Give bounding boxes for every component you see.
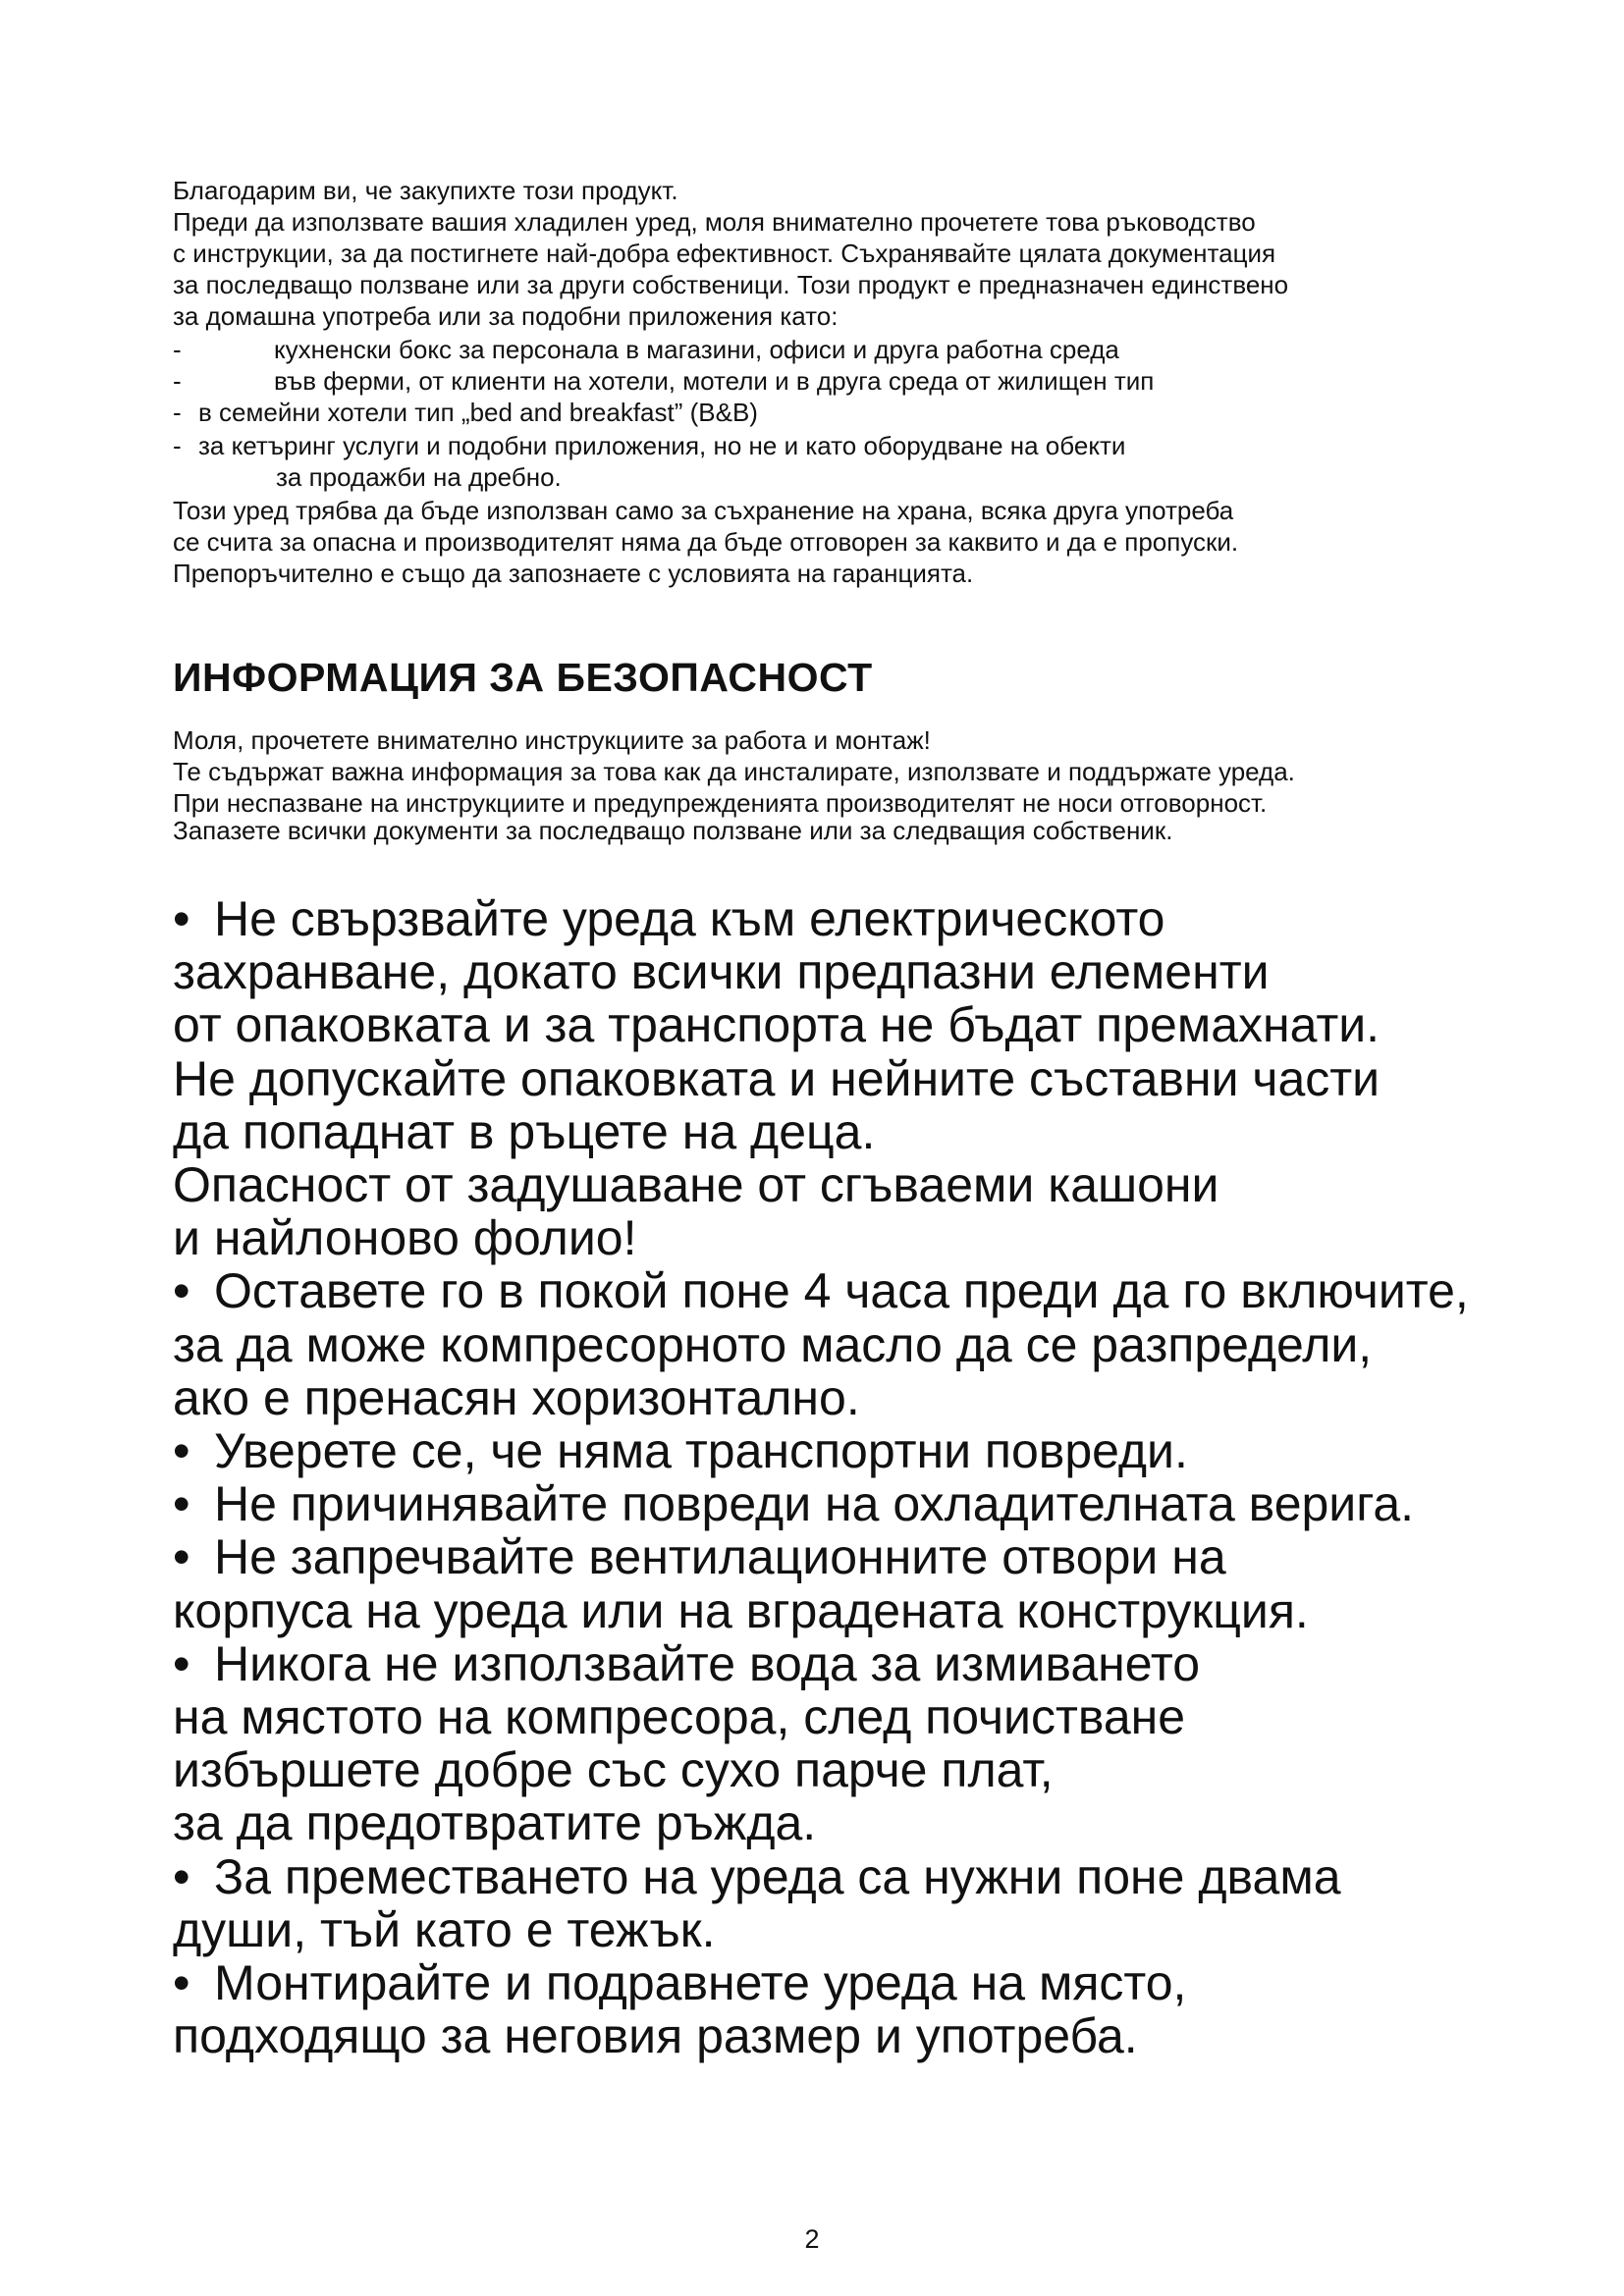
bullet-item xyxy=(173,1531,1226,1582)
intro-closing-line: Препоръчително е също да запознаете с условията на гаранцията. xyxy=(173,559,974,588)
safety-line: Запазете всички документи за последващо ползване или за следващия собственик. xyxy=(173,816,1173,845)
bullet-text: корпуса на уреда или на вградената конструкция. xyxy=(173,1583,1309,1638)
bullet-item xyxy=(173,1638,1200,1689)
bullet-text: Никога не използвайте вода за измиването xyxy=(214,1636,1201,1691)
bullet-text: подходящо за неговия размер и употреба. xyxy=(173,2008,1138,2063)
bullet-item-continuation xyxy=(173,2010,1138,2061)
bullet-item-continuation xyxy=(173,1212,637,1263)
intro-line: Благодарим ви, че закупихте този продукт. xyxy=(173,176,678,205)
list-item: кухненски бокс за персонала в магазини, офиси и друга работна среда xyxy=(274,335,1119,364)
bullet-item-continuation xyxy=(173,1744,1054,1795)
list-marker: - xyxy=(173,335,182,364)
bullet-text: души, тъй като е тежък. xyxy=(173,1902,716,1957)
bullet-text: и найлоново фолио! xyxy=(173,1210,637,1265)
bullet-text: за да предотвратите ръжда. xyxy=(173,1795,817,1850)
bullet-item-continuation xyxy=(173,1106,875,1157)
bullet-text: за да може компресорното масло да се разпредели, xyxy=(173,1317,1373,1372)
bullet-icon: • xyxy=(173,1423,190,1478)
safety-line: При неспазване на инструкциите и предупрежденията производителят не носи отговорност. xyxy=(173,788,1268,818)
bullet-item-continuation xyxy=(173,1904,716,1955)
bullet-text: Не допускайте опаковката и нейните съставни части xyxy=(173,1051,1380,1106)
bullet-icon: • xyxy=(173,1955,190,2010)
list-item: във ферми, от клиенти на хотели, мотели и в друга среда от жилищен тип xyxy=(274,366,1155,396)
bullet-text: Уверете се, че няма транспортни повреди. xyxy=(214,1423,1188,1478)
bullet-item-continuation xyxy=(173,1797,816,1848)
list-marker: - xyxy=(173,431,182,460)
bullet-item-continuation xyxy=(173,1053,1380,1104)
bullet-text: от опаковката и за транспорта не бъдат премахнати. xyxy=(173,997,1380,1052)
bullet-text: ако е пренасян хоризонтално. xyxy=(173,1370,860,1425)
bullet-item-continuation xyxy=(173,1691,1185,1742)
safety-line: Те съдържат важна информация за това как да инсталирате, използвате и поддържате уреда. xyxy=(173,757,1295,786)
intro-closing-line: се счита за опасна и производителят няма да бъде отговорен за каквито и да е пропуски. xyxy=(173,527,1239,557)
bullet-text: За преместването на уреда са нужни поне двама xyxy=(214,1849,1341,1904)
intro-line: за последващо ползване или за други собственици. Този продукт е предназначен единствено xyxy=(173,270,1289,299)
bullet-item xyxy=(173,1265,1469,1316)
bullet-item xyxy=(173,1851,1341,1902)
safety-line: Моля, прочетете внимателно инструкциите за работа и монтаж! xyxy=(173,725,931,755)
bullet-item-continuation xyxy=(173,999,1380,1050)
bullet-text: да попаднат в ръцете на деца. xyxy=(173,1104,876,1159)
bullet-icon: • xyxy=(173,1476,190,1531)
bullet-item xyxy=(173,1425,1188,1476)
bullet-text: Монтирайте и подравнете уреда на място, xyxy=(214,1955,1187,2010)
intro-closing-line: Този уред трябва да бъде използван само за съхранение на храна, всяка друга употреба xyxy=(173,496,1234,525)
intro-line: за домашна употреба или за подобни приложения като: xyxy=(173,301,839,331)
list-marker: - xyxy=(173,398,182,427)
intro-line: Преди да използвате вашия хладилен уред, моля внимателно прочетете това ръководство xyxy=(173,207,1256,237)
page-number: 2 xyxy=(804,2224,820,2254)
bullet-text: избършете добре със сухо парче плат, xyxy=(173,1742,1054,1797)
bullet-text: Не запречвайте вентилационните отвори на xyxy=(214,1529,1226,1584)
bullet-item-continuation xyxy=(173,1585,1309,1636)
bullet-item-continuation xyxy=(173,1159,1218,1210)
bullet-icon: • xyxy=(173,891,190,946)
list-item-continuation: за продажби на дребно. xyxy=(276,462,562,492)
list-item: за кетъринг услуги и подобни приложения, но не и като оборудване на обекти xyxy=(198,431,1126,460)
bullet-item xyxy=(173,893,1164,944)
bullet-item-continuation xyxy=(173,1372,860,1423)
bullet-text: на мястото на компресора, след почистване xyxy=(173,1689,1186,1744)
bullet-item-continuation xyxy=(173,1319,1372,1370)
bullet-text: Оставете го в покой поне 4 часа преди да го включите, xyxy=(214,1263,1469,1318)
bullet-item xyxy=(173,1957,1186,2008)
bullet-icon: • xyxy=(173,1529,190,1584)
list-item: в семейни хотели тип „bed and breakfast” (B&B) xyxy=(198,398,758,427)
bullet-item xyxy=(173,1478,1414,1529)
bullet-item-continuation xyxy=(173,946,1270,997)
bullet-text: Не свързвайте уреда към електрическото xyxy=(214,891,1165,946)
bullet-text: захранване, докато всички предпазни елементи xyxy=(173,944,1270,999)
section-heading: ИНФОРМАЦИЯ ЗА БЕЗОПАСНОСТ xyxy=(173,655,873,700)
intro-line: с инструкции, за да постигнете най-добра ефективност. Съхранявайте цялата документация xyxy=(173,239,1276,268)
bullet-icon: • xyxy=(173,1636,190,1691)
bullet-text: Опасност от задушаване от сгъваеми кашони xyxy=(173,1157,1219,1212)
bullet-text: Не причинявайте повреди на охладителната верига. xyxy=(214,1476,1415,1531)
bullet-icon: • xyxy=(173,1849,190,1904)
list-marker: - xyxy=(173,366,182,396)
bullet-icon: • xyxy=(173,1263,190,1318)
